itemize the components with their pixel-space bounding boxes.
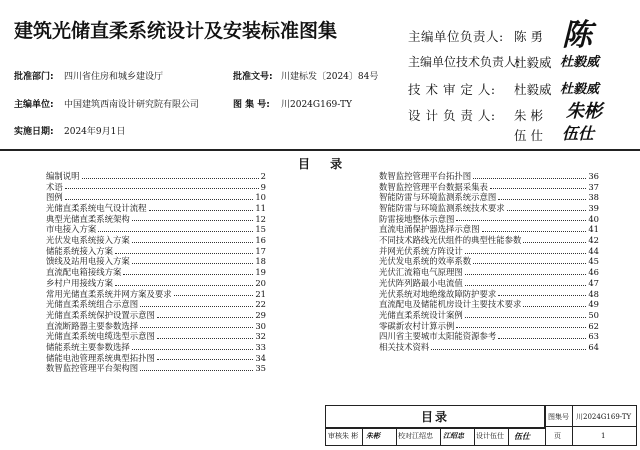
title-block-title: 目录 [326, 406, 545, 428]
toc-item[interactable]: 数智监控管理平台拓扑图 36 [379, 170, 599, 181]
reviewer-name: 朱 彬 [342, 432, 359, 440]
toc-right-column [379, 171, 599, 353]
title-block [325, 405, 637, 446]
title-block-atlas-value: 川2024G169-TY [576, 413, 632, 421]
toc-item[interactable]: 光储直柔系统保护设置示意图 29 [46, 309, 266, 320]
toc-item[interactable]: 光储直柔系统电气设计流程 11 [46, 203, 266, 214]
toc-item[interactable]: 光储直柔系统电缆选型示意图 32 [46, 331, 266, 342]
toc-item[interactable]: 图例 10 [46, 192, 266, 203]
approval-doc-label: 批准文号: [233, 72, 273, 82]
signature-chief: 陈 [562, 18, 592, 53]
designer-name: 伍仕 [490, 432, 504, 440]
toc-item[interactable]: 光伏发电系统接入方案 16 [46, 235, 266, 246]
toc-item[interactable]: 四川省主要城市太阳能资源参考 63 [379, 331, 599, 342]
title-block-atlas-label: 图集号 [548, 413, 569, 421]
atlas-no-value: 川2024G169-TY [281, 100, 352, 110]
resp-label-review: 技 术 审 定 人: [408, 82, 496, 97]
toc-item[interactable]: 市电接入方案 15 [46, 224, 266, 235]
toc-item[interactable]: 光伏发电系统的效率系数 45 [379, 256, 599, 267]
approval-doc-value: 川建标发〔2024〕84号 [281, 72, 379, 82]
toc-item[interactable]: 储能系统接入方案 17 [46, 245, 266, 256]
impl-date-value: 2024年9月1日 [64, 127, 126, 137]
designer-signature: 伍仕 [514, 431, 530, 441]
toc-item[interactable]: 智能防雷与环境监测系统技术要求 39 [379, 203, 599, 214]
title-block-page-label: 页 [554, 432, 561, 440]
toc-item[interactable]: 零碳新农村计算示例 62 [379, 320, 599, 331]
resp-name-design-2: 伍 仕 [514, 128, 543, 143]
editor-unit-label: 主编单位: [14, 100, 54, 110]
toc-item[interactable]: 并网光伏系统方阵设计 44 [379, 245, 599, 256]
title-block-page-value: 1 [601, 432, 606, 440]
toc-item[interactable]: 直流断路器主要参数选择 30 [46, 320, 266, 331]
resp-name-design-1: 朱 彬 [514, 108, 543, 123]
toc-item[interactable]: 光伏系统对地绝缘故障防护要求 48 [379, 288, 599, 299]
signature-review: 杜毅威 [560, 82, 600, 97]
toc-item[interactable]: 馈线及站用电接入方案 18 [46, 256, 266, 267]
impl-date-label: 实施日期: [14, 127, 54, 137]
toc-item[interactable]: 直流电涌保护器选择示意图 41 [379, 224, 599, 235]
checker-signature: 江绍忠 [443, 431, 464, 440]
toc-item[interactable]: 防雷接地整体示意图 40 [379, 213, 599, 224]
checker-name: 江绍忠 [412, 432, 433, 440]
toc-item[interactable]: 直流配电箱接线方案 19 [46, 267, 266, 278]
toc-item[interactable]: 乡村户用接线方案 20 [46, 277, 266, 288]
page-title: 建筑光储直柔系统设计及安装标准图集 [14, 20, 338, 42]
toc-item[interactable]: 光伏汇流箱电气原理图 46 [379, 267, 599, 278]
toc-item[interactable]: 数智监控管理平台数据采集表 37 [379, 181, 599, 192]
resp-name-chief: 陈 勇 [514, 29, 543, 44]
resp-name-review: 杜毅威 [514, 82, 552, 97]
toc-item[interactable]: 储能电池管理系统典型拓扑图 34 [46, 352, 266, 363]
toc-left-column [46, 171, 266, 374]
header-divider [0, 149, 640, 151]
signature-tech: 杜毅威 [560, 55, 600, 70]
editor-unit-value: 中国建筑西南设计研究院有限公司 [64, 100, 200, 110]
resp-label-chief: 主编单位负责人: [408, 29, 504, 44]
toc-item[interactable]: 光伏阵列路最小电流值 47 [379, 277, 599, 288]
resp-label-design: 设 计 负 责 人: [408, 108, 496, 123]
check-label: 校对 [398, 432, 412, 440]
toc-item[interactable]: 储能系统主要参数选择 33 [46, 341, 266, 352]
atlas-no-label: 图 集 号: [233, 100, 270, 110]
resp-name-tech: 杜毅威 [514, 55, 552, 70]
reviewer-signature: 朱彬 [366, 431, 380, 440]
resp-label-tech: 主编单位技术负责人: [408, 55, 521, 69]
design-label: 设计 [476, 432, 490, 440]
toc-item[interactable]: 常用光储直柔系统并网方案及要求 21 [46, 288, 266, 299]
toc-title: 目 录 [298, 157, 351, 171]
toc-item[interactable]: 数智监控管理平台架构图 35 [46, 363, 266, 374]
approval-dept-label: 批准部门: [14, 72, 54, 82]
review-label: 审核 [328, 432, 342, 440]
toc-item[interactable]: 典型光储直柔系统架构 12 [46, 213, 266, 224]
toc-item[interactable]: 相关技术资料 64 [379, 341, 599, 352]
toc-item[interactable]: 直流配电及储能机房设计主要技术要求 49 [379, 299, 599, 310]
approval-dept-value: 四川省住房和城乡建设厅 [64, 72, 164, 82]
toc-item[interactable]: 智能防雷与环境监测系统示意图 38 [379, 192, 599, 203]
signature-design-2: 伍仕 [562, 124, 595, 143]
toc-item[interactable]: 编制说明 2 [46, 170, 266, 181]
toc-item[interactable]: 不同技术路线光伏组件的典型性能参数 42 [379, 235, 599, 246]
toc-item[interactable]: 光储直柔系统设计案例 50 [379, 309, 599, 320]
signature-design-1: 朱彬 [566, 101, 602, 122]
toc-item[interactable]: 光储直柔系统组合示意图 22 [46, 299, 266, 310]
toc-item[interactable]: 术语 9 [46, 181, 266, 192]
